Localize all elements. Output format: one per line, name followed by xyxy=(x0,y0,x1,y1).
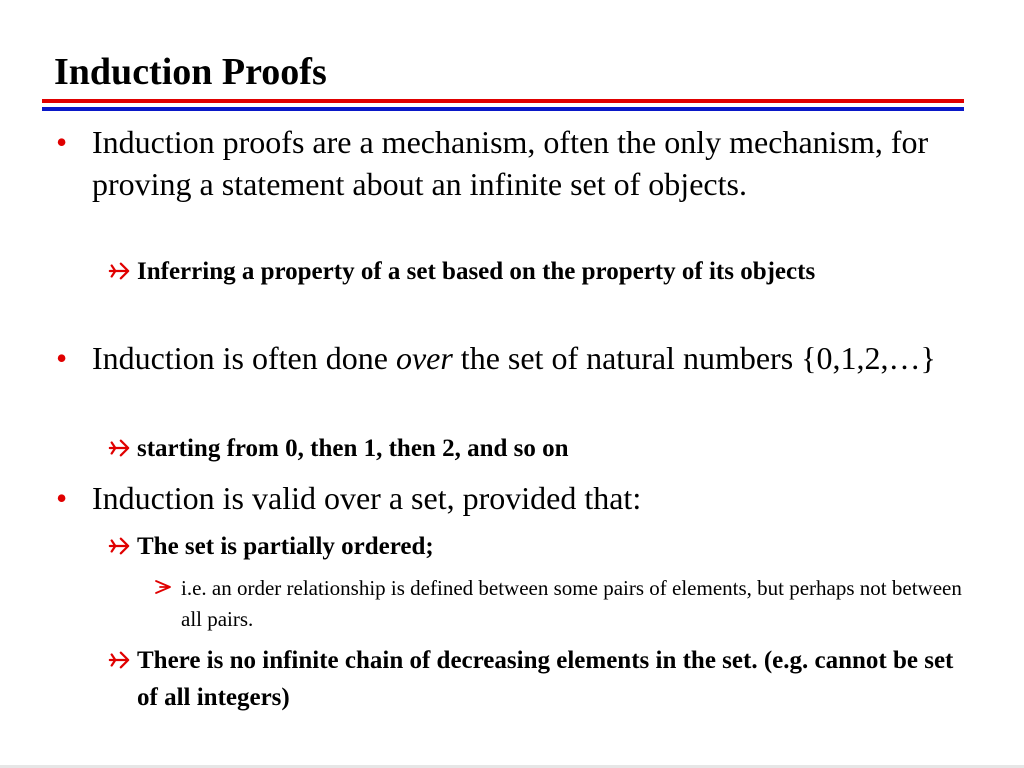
sub-bullet-text: There is no infinite chain of decreasing elements in the set. (e.g. cannot be set of all integers) xyxy=(137,647,954,711)
airplane-icon xyxy=(108,642,134,679)
bullet-dot-icon: • xyxy=(56,340,68,376)
sub-bullet-text: The set is partially ordered; xyxy=(137,533,434,560)
bullet-text-start: Induction is often done xyxy=(92,340,396,376)
sub-sub-bullet-text: i.e. an order relationship is defined between some pairs of elements, but perhaps not between all pairs. xyxy=(181,576,962,631)
airplane-icon xyxy=(108,253,134,290)
airplane-icon xyxy=(108,430,134,467)
bullet-text: Induction is valid over a set, provided that: xyxy=(92,480,642,516)
bullet-dot-icon: • xyxy=(56,124,68,160)
bullet-text: Induction proofs are a mechanism, often the only mechanism, for proving a statement about an infinite set of objects. xyxy=(92,124,929,202)
airplane-icon xyxy=(108,528,134,565)
bullet-text xyxy=(92,337,952,379)
slide-title: Induction Proofs xyxy=(54,51,327,93)
title-underline-blue xyxy=(42,107,964,111)
arrowhead-icon xyxy=(154,573,176,604)
bullet-text-emphasis: over xyxy=(395,340,453,376)
bullet-text-end: the set of natural numbers {0,1,2,…} xyxy=(452,340,936,376)
bullet-dot-icon: • xyxy=(56,480,68,516)
sub-bullet-text: Inferring a property of a set based on the property of its objects xyxy=(137,258,816,285)
sub-bullet-text: starting from 0, then 1, then 2, and so on xyxy=(137,435,569,462)
title-underline-red xyxy=(42,99,964,103)
